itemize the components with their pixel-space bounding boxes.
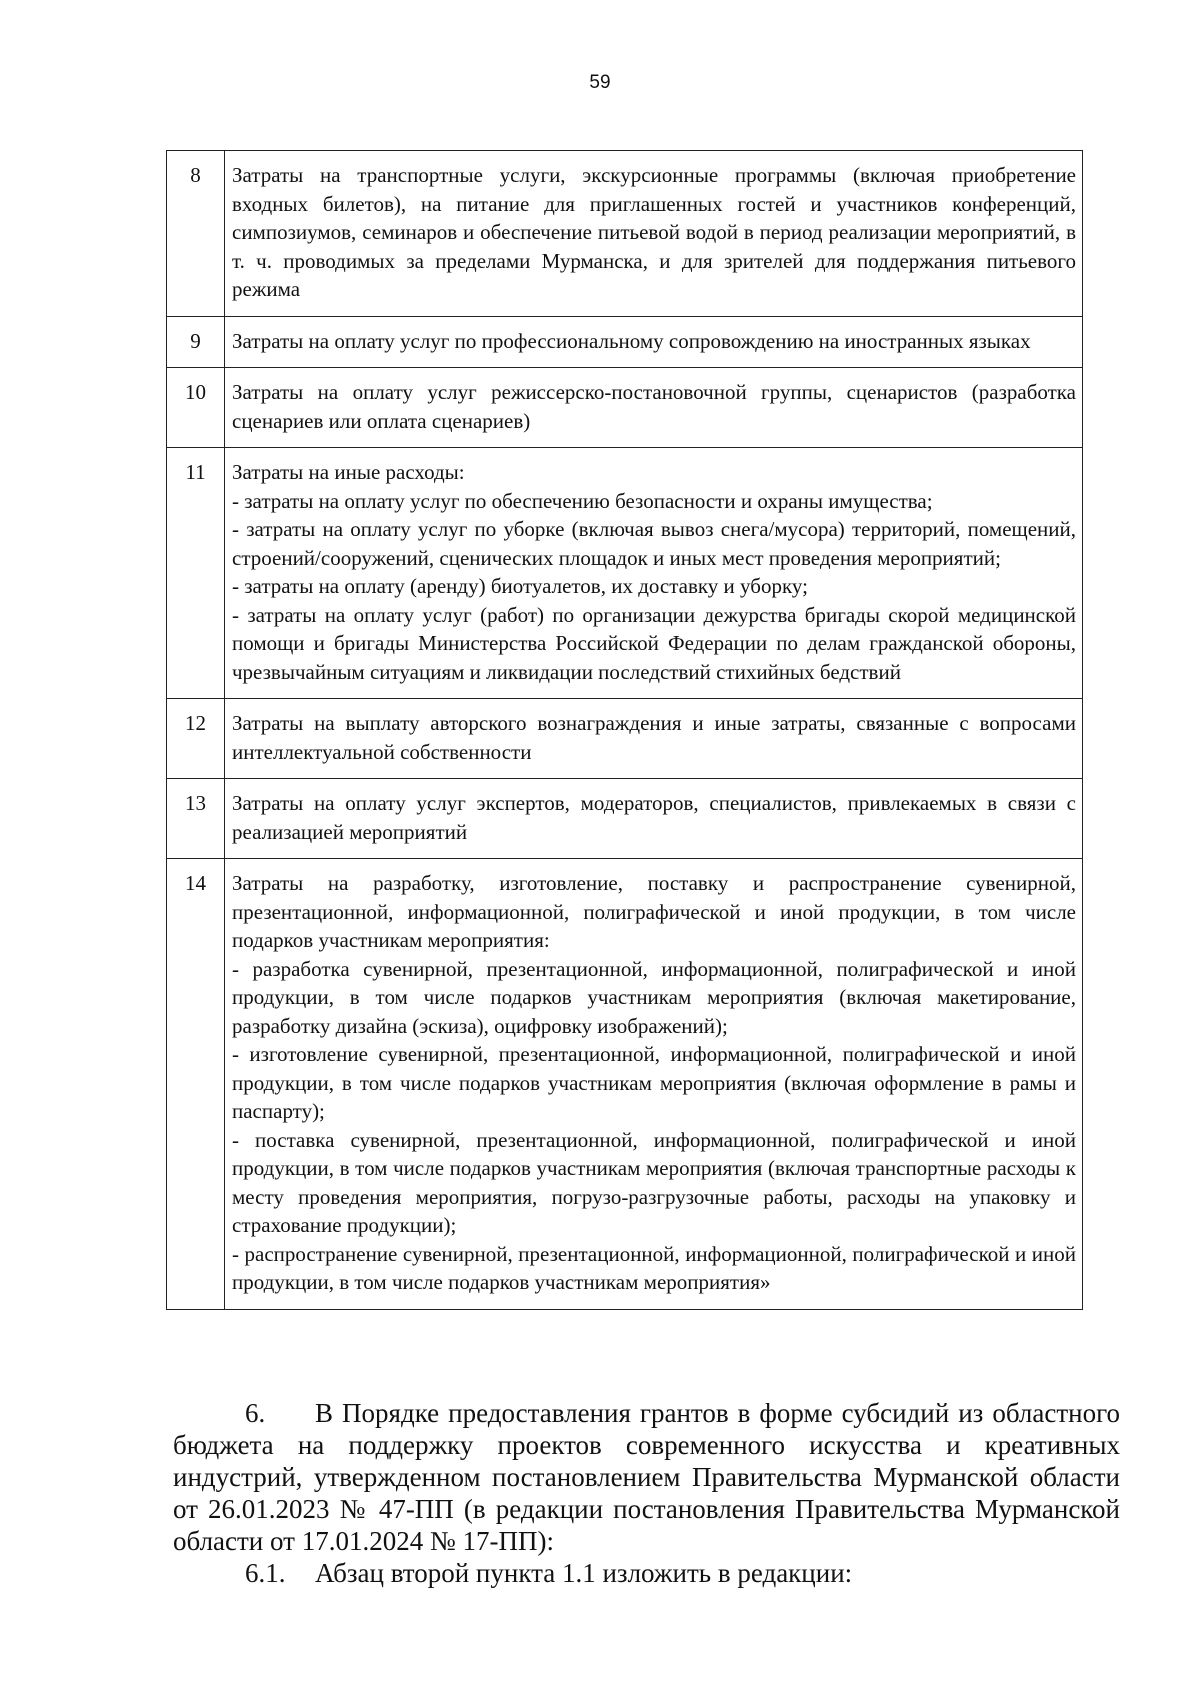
row-line: - поставка сувенирной, презентационной, информационной, полиграфической и иной продукции, в том числе подарков участникам мероприятия (включая транспортные расходы к месту проведения мероприятия, погрузо-разгрузочные работы, расходы на упаковку и страхование продукции); bbox=[232, 1127, 1076, 1237]
table-row bbox=[167, 699, 1083, 779]
row-text: Затраты на оплату услуг экспертов, модераторов, специалистов, привлекаемых в связи с реализацией мероприятий bbox=[225, 779, 1083, 859]
row-line: - изготовление сувенирной, презентационной, информационной, полиграфической и иной продукции, в том числе подарков участникам мероприятия (включая оформление в рамы и паспарту); bbox=[232, 1042, 1076, 1123]
row-text: Затраты на транспортные услуги, экскурсионные программы (включая приобретение входных билетов), на питание для приглашенных гостей и участников конференций, симпозиумов, семинаров и обеспечение питьевой водой в период реализации мероприятий, в т. ч. проводимых за пределами Мурманска, и для зрителей для поддержания питьевого режима bbox=[225, 151, 1083, 317]
table-row bbox=[167, 859, 1083, 1310]
table-row bbox=[167, 151, 1083, 317]
row-text bbox=[225, 859, 1083, 1310]
paragraph-number bbox=[173, 1558, 315, 1588]
row-number: 11 bbox=[167, 448, 225, 699]
row-number: 10 bbox=[167, 368, 225, 448]
cost-table bbox=[166, 150, 1083, 1310]
paragraph-text: Абзац второй пункта 1.1 изложить в редакции: bbox=[315, 1558, 853, 1588]
table-row bbox=[167, 316, 1083, 368]
page-number: 59 bbox=[589, 72, 611, 93]
row-line: - затраты на оплату услуг по уборке (включая вывоз снега/мусора) территорий, помещений, строений/сооружений, сценических площадок и иных мест проведения мероприятий; bbox=[232, 517, 1076, 570]
paragraph-text: В Порядке предоставления грантов в форме субсидий из областного бюджета на поддержку проектов современного искусства и креативных индустрий, утвержденном постановлением Правительства Мурманской области от 26.01.2023 № 47-ПП (в редакции постановления Правительства Мурманской области от 17.01.2024 № 17-ПП): bbox=[173, 1398, 1120, 1556]
table-row bbox=[167, 448, 1083, 699]
row-line: - затраты на оплату услуг по обеспечению безопасности и охраны имущества; bbox=[232, 488, 933, 513]
paragraph-number bbox=[173, 1398, 315, 1428]
table-row bbox=[167, 368, 1083, 448]
row-number: 9 bbox=[167, 316, 225, 368]
paragraph-number-label: 6.1. bbox=[245, 1558, 286, 1588]
row-line: - распространение сувенирной, презентационной, информационной, полиграфической и иной продукции, в том числе подарков участникам мероприятия» bbox=[232, 1241, 1076, 1294]
row-text: Затраты на выплату авторского вознаграждения и иные затраты, связанные с вопросами интеллектуальной собственности bbox=[225, 699, 1083, 779]
row-line: Затраты на разработку, изготовление, поставку и распространение сувенирной, презентационной, информационной, полиграфической и иной продукции, в том числе подарков участникам мероприятия: bbox=[232, 871, 1076, 952]
row-text bbox=[225, 448, 1083, 699]
table-row bbox=[167, 779, 1083, 859]
row-text: Затраты на оплату услуг режиссерско-постановочной группы, сценаристов (разработка сценариев или оплата сценариев) bbox=[225, 368, 1083, 448]
row-line: Затраты на иные расходы: bbox=[232, 460, 465, 484]
paragraph-number-label: 6. bbox=[245, 1398, 266, 1428]
row-number: 12 bbox=[167, 699, 225, 779]
row-number: 8 bbox=[167, 151, 225, 317]
row-number: 14 bbox=[167, 859, 225, 1310]
row-text: Затраты на оплату услуг по профессиональному сопровождению на иностранных языках bbox=[225, 316, 1083, 368]
paragraph-6-1 bbox=[173, 1557, 1120, 1589]
row-line: - разработка сувенирной, презентационной, информационной, полиграфической и иной продукции, в том числе подарков участникам мероприятия (включая макетирование, разработку дизайна (эскиза), оцифровку изображений); bbox=[232, 956, 1076, 1038]
row-line: - затраты на оплату услуг (работ) по организации дежурства бригады скорой медицинской помощи и бригады Министерства Российской Федерации по делам гражданской обороны, чрезвычайным ситуациям и ликвидации последствий стихийных бедствий bbox=[232, 602, 1076, 684]
row-line: - затраты на оплату (аренду) биотуалетов, их доставку и уборку; bbox=[232, 574, 808, 598]
row-number: 13 bbox=[167, 779, 225, 859]
paragraph-6 bbox=[173, 1397, 1120, 1557]
